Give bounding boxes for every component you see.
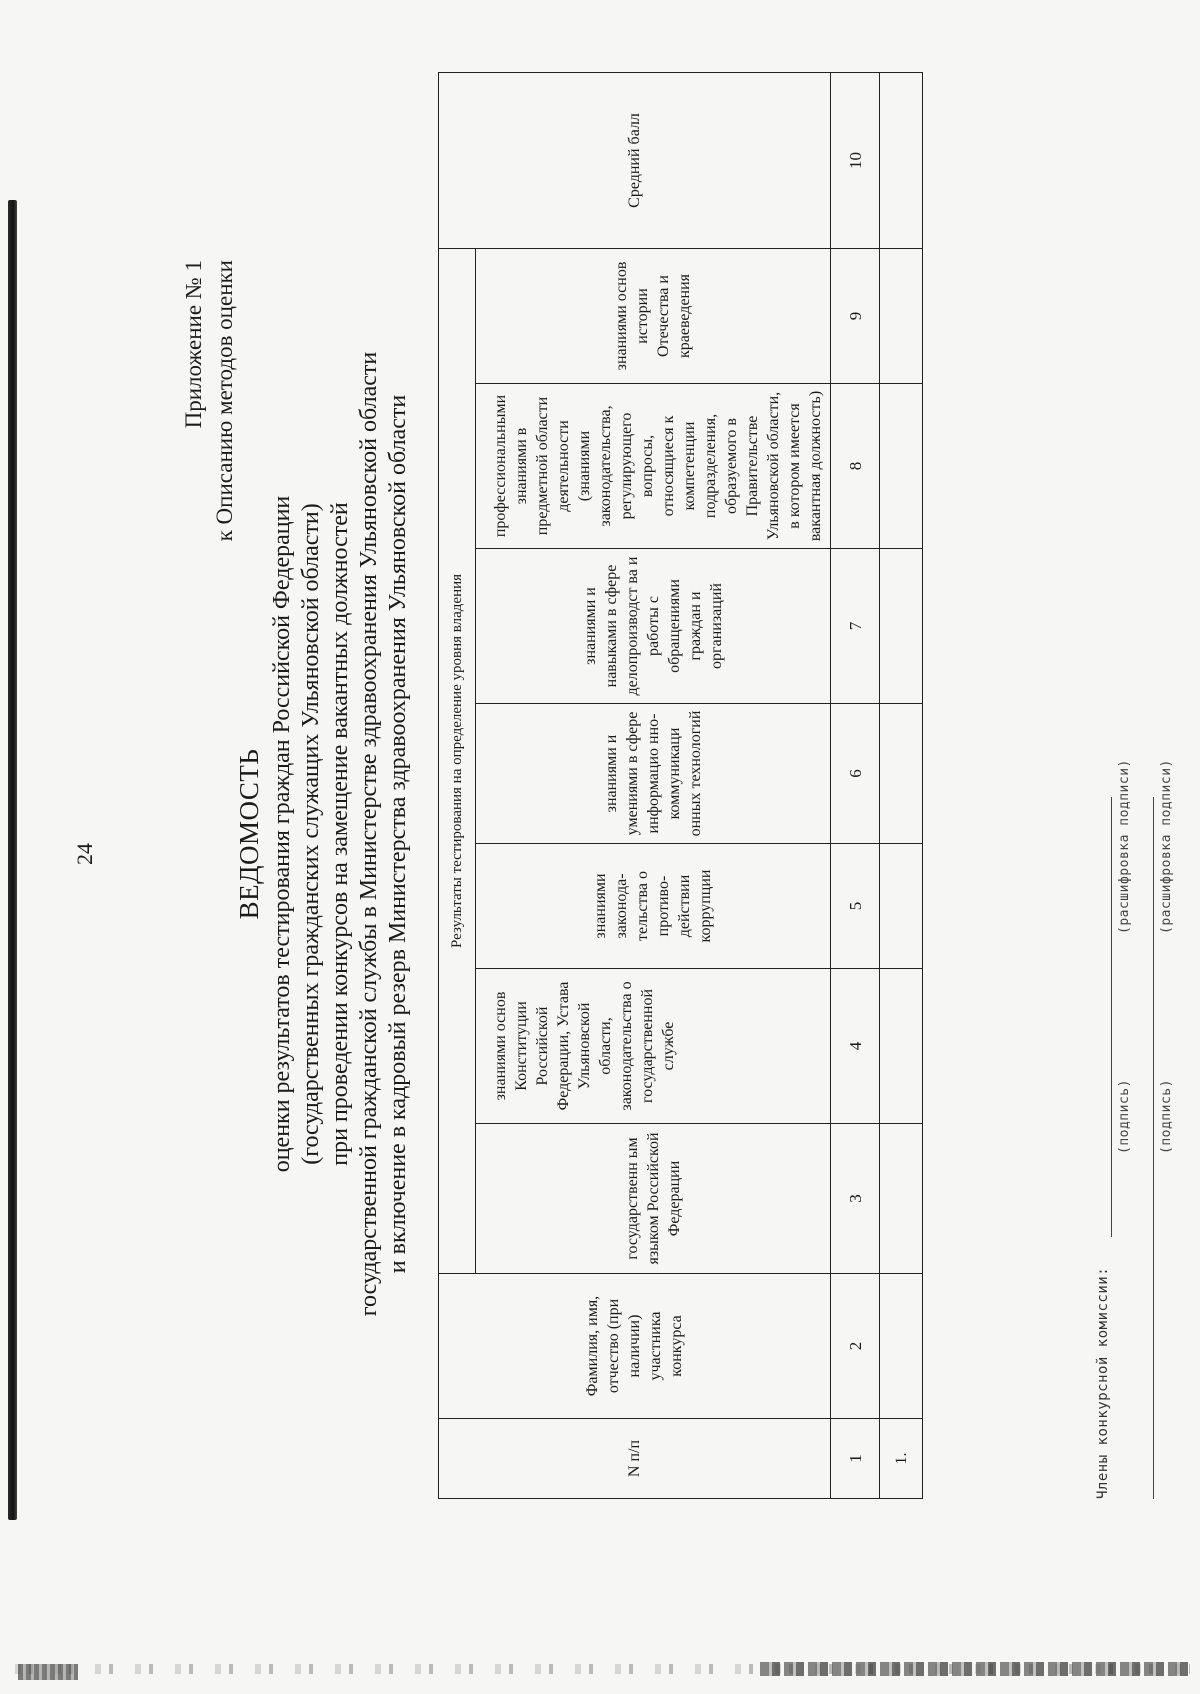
header-professional-knowledge: профессиональными знаниями в предметной области деятельности (знаниями законодательства, регулирующего вопросы, относящиеся к компетенции подразделения, образуемого в Правительстве Ульяновской области, в котором имеется вакантная должность) — [476, 384, 831, 549]
column-number: 1 — [831, 1419, 880, 1499]
row-index: 1. — [880, 1419, 923, 1499]
table-cell — [880, 72, 923, 248]
decoding-caption: (расшифровка подписи) — [1159, 759, 1174, 934]
header-records-management: знаниями и навыками в сфере делопроизводст ва и работы с обращениями граждан и организаций — [476, 549, 831, 704]
header-anticorruption-knowledge: знаниями законода-тельства о противо-действии коррупции — [476, 844, 831, 969]
appendix-caption — [178, 260, 240, 541]
column-number: 2 — [831, 1274, 880, 1419]
commission-label: Члены конкурсной комиссии: — [1095, 1266, 1111, 1499]
title-line: оценки результатов тестирования граждан Российской Федерации — [269, 495, 295, 1173]
title-line: государственной гражданской службы в Министерстве здравоохранения Ульяновской области — [356, 351, 382, 1317]
column-number: 5 — [831, 844, 880, 969]
signature-line — [1111, 797, 1112, 1237]
table-cell — [880, 248, 923, 383]
table-row — [880, 72, 923, 1498]
title-main: ВЕДОМОСТЬ — [234, 748, 264, 920]
title-line: при проведении конкурсов на замещение вакантных должностей — [327, 502, 353, 1166]
header-number: N п/п — [439, 1419, 831, 1499]
column-number: 3 — [831, 1124, 880, 1274]
column-number: 9 — [831, 248, 880, 383]
table-cell — [880, 704, 923, 844]
signature-caption: (подпись) — [1117, 1079, 1132, 1154]
header-state-language: государственн ым языком Российской Федерации — [476, 1124, 831, 1274]
table-cell — [880, 844, 923, 969]
header-constitution-knowledge: знаниями основ Конституции Российской Федерации, Устава Ульяновской области, законодательства о государственной службе — [476, 969, 831, 1124]
header-participant-name: Фамилия, имя, отчество (при наличии) участника конкурса — [439, 1274, 831, 1419]
column-number: 6 — [831, 704, 880, 844]
column-number: 8 — [831, 384, 880, 549]
table-cell — [880, 969, 923, 1124]
decoding-caption: (расшифровка подписи) — [1117, 759, 1132, 934]
header-ict-knowledge: знаниями и умениями в сфере информацио нно-коммуникаци онных технологий — [476, 704, 831, 844]
document-title — [235, 274, 413, 1394]
header-history-knowledge: знаниями основ истории Отечества и краеведения — [476, 248, 831, 383]
signature-line — [1153, 797, 1154, 1499]
column-number-row — [831, 72, 880, 1498]
table-cell — [880, 384, 923, 549]
table-cell — [880, 1124, 923, 1274]
appendix-line: к Описанию методов оценки — [212, 260, 237, 542]
table-cell — [880, 549, 923, 704]
results-table — [438, 72, 923, 1499]
header-group-results: Результаты тестирования на определение уровня владения — [439, 248, 476, 1273]
column-number: 10 — [831, 72, 880, 248]
title-line: (государственных гражданских служащих Ульяновской области) — [298, 503, 324, 1165]
page-number: 24 — [72, 843, 97, 865]
header-average-score: Средний балл — [439, 72, 831, 248]
table-cell — [880, 1274, 923, 1419]
signature-caption: (подпись) — [1159, 1079, 1174, 1154]
column-number: 4 — [831, 969, 880, 1124]
appendix-line: Приложение № 1 — [181, 260, 206, 429]
column-number: 7 — [831, 549, 880, 704]
title-line: и включение в кадровый резерв Министерства здравоохранения Ульяновской области — [385, 394, 411, 1274]
